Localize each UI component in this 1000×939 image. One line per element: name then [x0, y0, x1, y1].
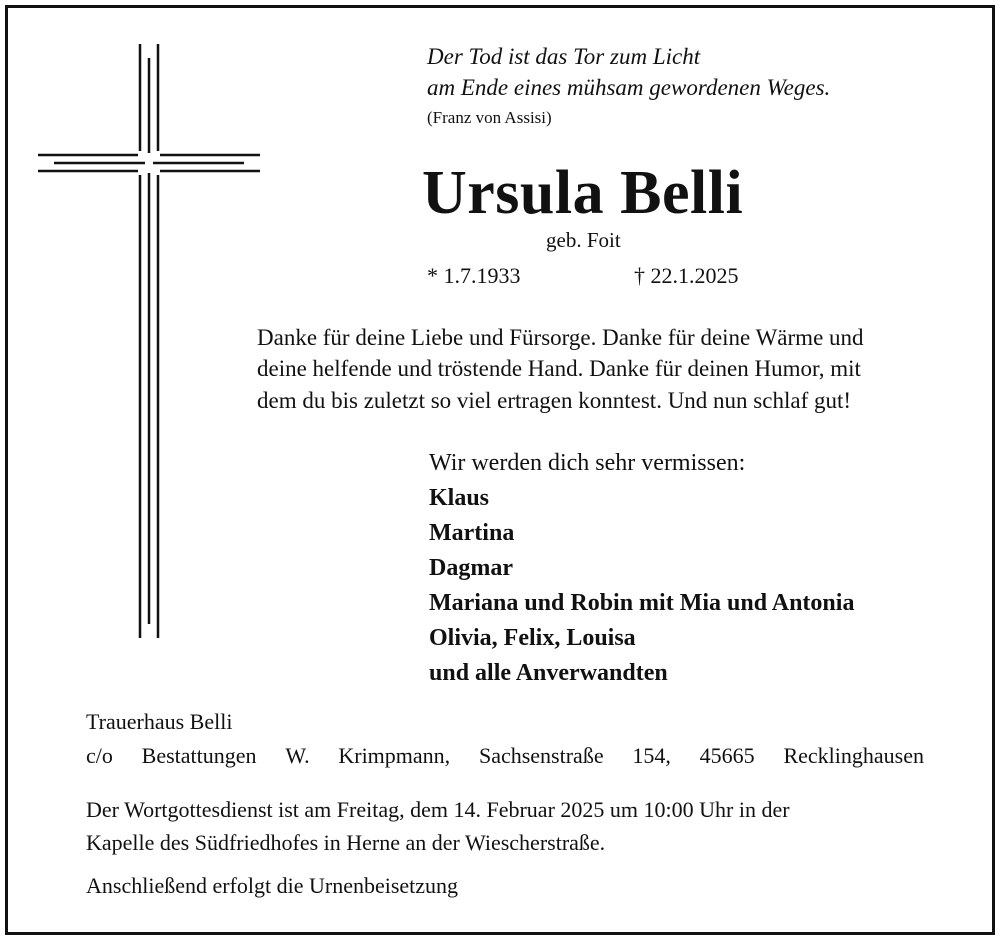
deceased-name: Ursula Belli	[422, 159, 744, 227]
death-date: † 22.1.2025	[634, 263, 739, 288]
address-part: 45665	[699, 743, 755, 768]
mourning-house: Trauerhaus Belli	[86, 709, 233, 734]
address-part: Sachsenstraße	[478, 743, 604, 768]
thanks-line: deine helfende und tröstende Hand. Danke für deinen Humor, mit	[257, 356, 861, 381]
mourner-name: und alle Anverwandten	[429, 660, 668, 686]
quote-line-1: Der Tod ist das Tor zum Licht	[427, 44, 701, 69]
mourners-block	[429, 446, 854, 691]
service-line: Kapelle des Südfriedhofes in Herne an der Wiescherstraße.	[86, 830, 606, 855]
mourner-name: Dagmar	[429, 555, 513, 581]
address-part: Krimpmann,	[338, 743, 451, 768]
address-part: c/o	[86, 743, 113, 768]
address-part: Recklinghausen	[783, 743, 924, 768]
address-part: W.	[285, 743, 310, 768]
quote-source: (Franz von Assisi)	[427, 108, 552, 127]
burial-note: Anschließend erfolgt die Urnenbeisetzung	[86, 873, 459, 898]
birth-date: * 1.7.1933	[427, 263, 521, 288]
contact-address	[86, 743, 924, 769]
quote-line-2: am Ende eines mühsam gewordenen Weges.	[427, 75, 831, 100]
address-part: 154,	[632, 743, 671, 768]
mourner-name: Klaus	[429, 485, 490, 511]
thanks-line: dem du bis zuletzt so viel ertragen konntest. Und nun schlaf gut!	[257, 388, 852, 413]
thanks-line: Danke für deine Liebe und Fürsorge. Danke für deine Wärme und	[257, 325, 864, 350]
mourners-intro: Wir werden dich sehr vermissen:	[429, 450, 746, 476]
mourner-name: Martina	[429, 520, 515, 546]
service-line: Der Wortgottesdienst ist am Freitag, dem 14. Februar 2025 um 10:00 Uhr in der	[86, 797, 790, 822]
address-part: Bestattungen	[141, 743, 257, 768]
maiden-name: geb. Foit	[546, 228, 621, 252]
cross-icon	[38, 44, 260, 638]
mourner-name: Mariana und Robin mit Mia und Antonia	[429, 590, 855, 616]
mourner-name: Olivia, Felix, Louisa	[429, 625, 636, 651]
